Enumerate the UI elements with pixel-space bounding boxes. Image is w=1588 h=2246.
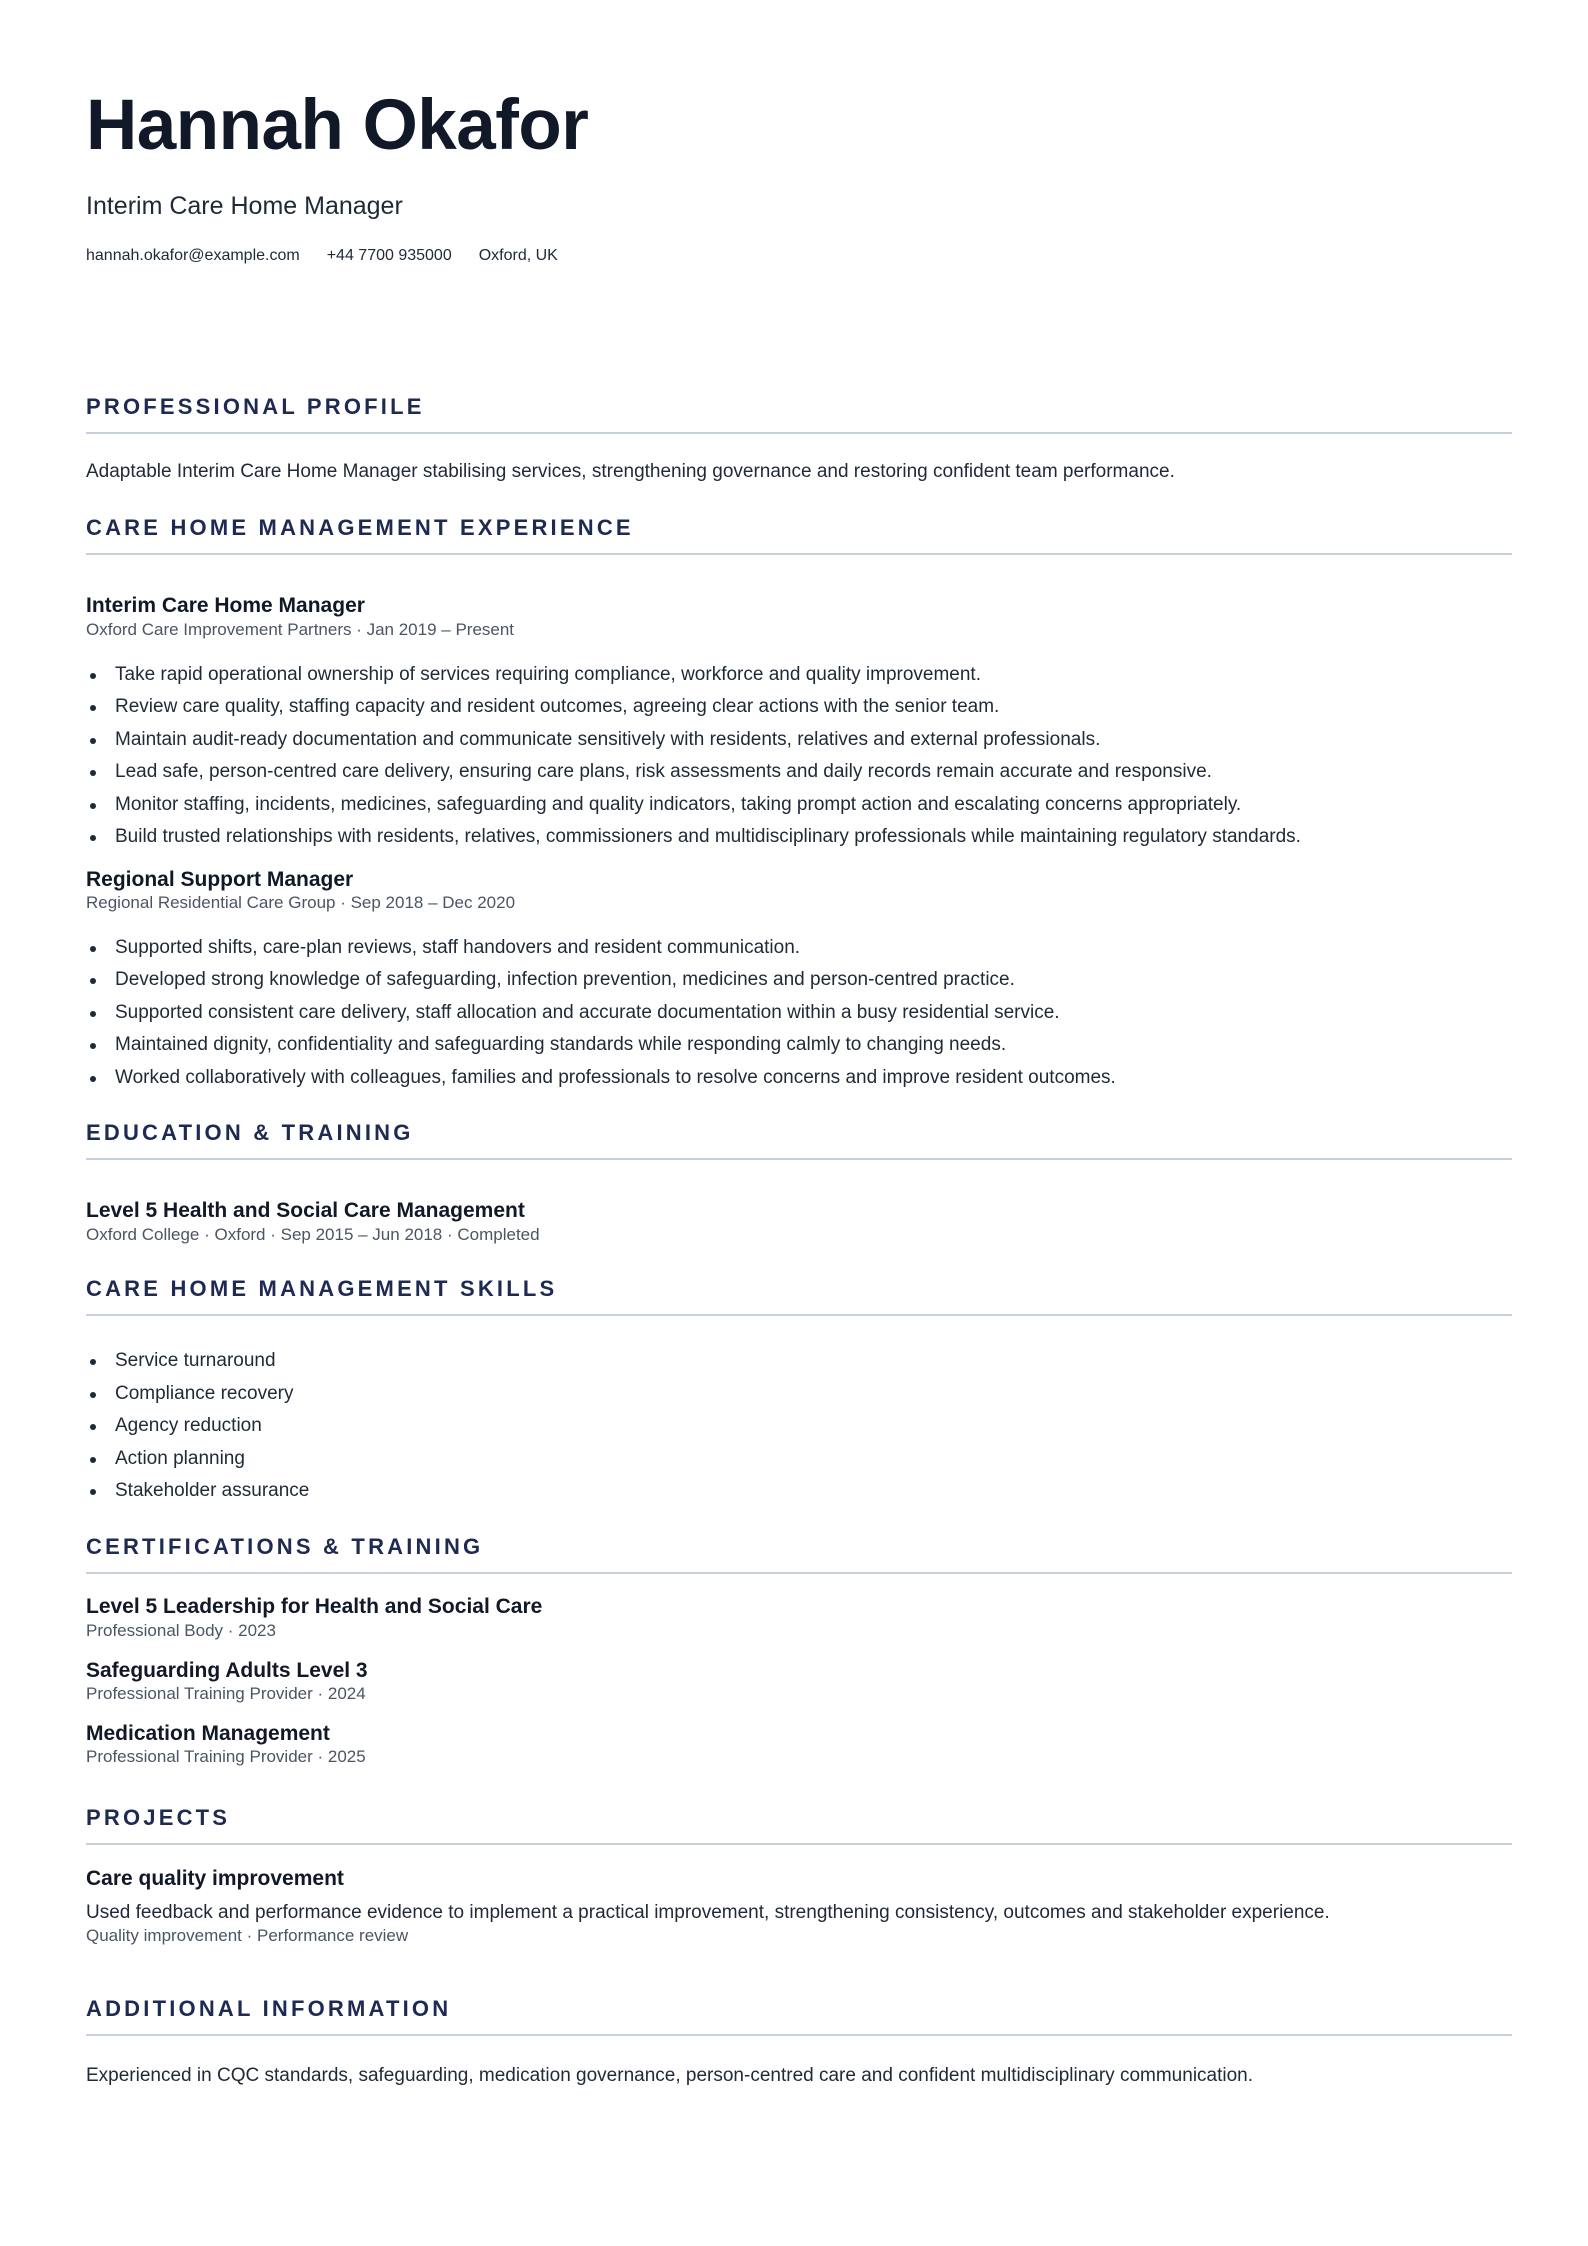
contact-email[interactable]: hannah.okafor@example.com xyxy=(86,247,300,264)
section-title: PROFESSIONAL PROFILE xyxy=(86,394,1512,434)
list-item: Agency reduction xyxy=(115,1410,1512,1443)
list-item: Service turnaround xyxy=(115,1345,1512,1378)
job-entry xyxy=(86,867,1512,1095)
certification-name: Safeguarding Adults Level 3 xyxy=(86,1658,368,1682)
education-name: Level 5 Health and Social Care Management xyxy=(86,1199,525,1223)
list-item: Compliance recovery xyxy=(115,1378,1512,1411)
section-title: PROJECTS xyxy=(86,1805,1512,1845)
certification-meta: Professional Training Provider · 2024 xyxy=(86,1683,366,1703)
list-item: Monitor staffing, incidents, medicines, safeguarding and quality indicators, taking prompt action and escalating concerns appropriately. xyxy=(115,789,1512,822)
skills-list xyxy=(86,1345,1512,1508)
job-entry xyxy=(86,593,1512,853)
additional-section xyxy=(86,1996,1512,2089)
list-item: Worked collaboratively with colleagues, families and professionals to resolve concerns and improve resident outcomes. xyxy=(115,1062,1512,1095)
contact-phone[interactable]: +44 7700 935000 xyxy=(326,247,452,264)
section-title: CERTIFICATIONS & TRAINING xyxy=(86,1534,1512,1574)
project-name: Care quality improvement xyxy=(86,1867,344,1891)
section-title: CARE HOME MANAGEMENT EXPERIENCE xyxy=(86,515,1512,555)
education-meta: Oxford College · Oxford · Sep 2015 – Jun 2018 · Completed xyxy=(86,1224,540,1244)
profile-text: Adaptable Interim Care Home Manager stabilising services, strengthening governance and restoring confident team performance. xyxy=(86,461,1175,483)
contact-row xyxy=(86,246,558,265)
list-item: Lead safe, person-centred care delivery, ensuring care plans, risk assessments and daily records remain accurate and responsive. xyxy=(115,756,1512,789)
list-item: Stakeholder assurance xyxy=(115,1475,1512,1508)
projects-section xyxy=(86,1805,1512,1947)
certification-meta: Professional Body · 2023 xyxy=(86,1620,276,1640)
profile-section xyxy=(86,394,1512,485)
section-title: ADDITIONAL INFORMATION xyxy=(86,1996,1512,2036)
job-meta: Oxford Care Improvement Partners · Jan 2019 – Present xyxy=(86,619,515,639)
list-item: Supported consistent care delivery, staff allocation and accurate documentation within a busy residential service. xyxy=(115,997,1512,1030)
list-item: Take rapid operational ownership of services requiring compliance, workforce and quality improvement. xyxy=(115,659,1512,692)
contact-location: Oxford, UK xyxy=(478,247,558,264)
education-entry xyxy=(86,1198,1512,1245)
section-title: EDUCATION & TRAINING xyxy=(86,1120,1512,1160)
certification-name: Medication Management xyxy=(86,1721,330,1745)
additional-text: Experienced in CQC standards, safeguarding, medication governance, person-centred care and confident multidisciplinary communication. xyxy=(86,2065,1254,2087)
experience-section xyxy=(86,515,1512,1094)
job-meta: Regional Residential Care Group · Sep 2018 – Dec 2020 xyxy=(86,892,516,912)
list-item: Action planning xyxy=(115,1443,1512,1476)
list-item: Supported shifts, care-plan reviews, staff handovers and resident communication. xyxy=(115,932,1512,965)
certifications-section xyxy=(86,1534,1512,1768)
job-role: Regional Support Manager xyxy=(86,867,354,891)
candidate-name: Hannah Okafor xyxy=(86,86,589,165)
list-item: Maintained dignity, confidentiality and safeguarding standards while responding calmly to changing needs. xyxy=(115,1029,1512,1062)
job-role: Interim Care Home Manager xyxy=(86,594,365,618)
section-title: CARE HOME MANAGEMENT SKILLS xyxy=(86,1276,1512,1316)
skills-section xyxy=(86,1276,1512,1508)
list-item: Developed strong knowledge of safeguarding, infection prevention, medicines and person-centred practice. xyxy=(115,964,1512,997)
project-description: Used feedback and performance evidence to implement a practical improvement, strengthening consistency, outcomes and stakeholder experience. xyxy=(86,1901,1330,1923)
job-bullets xyxy=(86,932,1512,1095)
project-tags: Quality improvement · Performance review xyxy=(86,1926,409,1946)
certification-entry xyxy=(86,1594,1512,1641)
certification-entry xyxy=(86,1658,1512,1705)
list-item: Maintain audit-ready documentation and communicate sensitively with residents, relatives and external professionals. xyxy=(115,724,1512,757)
job-bullets xyxy=(86,659,1512,854)
list-item: Build trusted relationships with residents, relatives, commissioners and multidisciplinary professionals while maintaining regulatory standards. xyxy=(115,821,1512,854)
certification-entry xyxy=(86,1721,1512,1768)
project-entry xyxy=(86,1866,1512,1947)
list-item: Review care quality, staffing capacity and resident outcomes, agreeing clear actions with the senior team. xyxy=(115,691,1512,724)
education-section xyxy=(86,1120,1512,1246)
certification-name: Level 5 Leadership for Health and Social Care xyxy=(86,1595,543,1619)
certification-meta: Professional Training Provider · 2025 xyxy=(86,1747,366,1767)
candidate-headline: Interim Care Home Manager xyxy=(86,192,403,220)
